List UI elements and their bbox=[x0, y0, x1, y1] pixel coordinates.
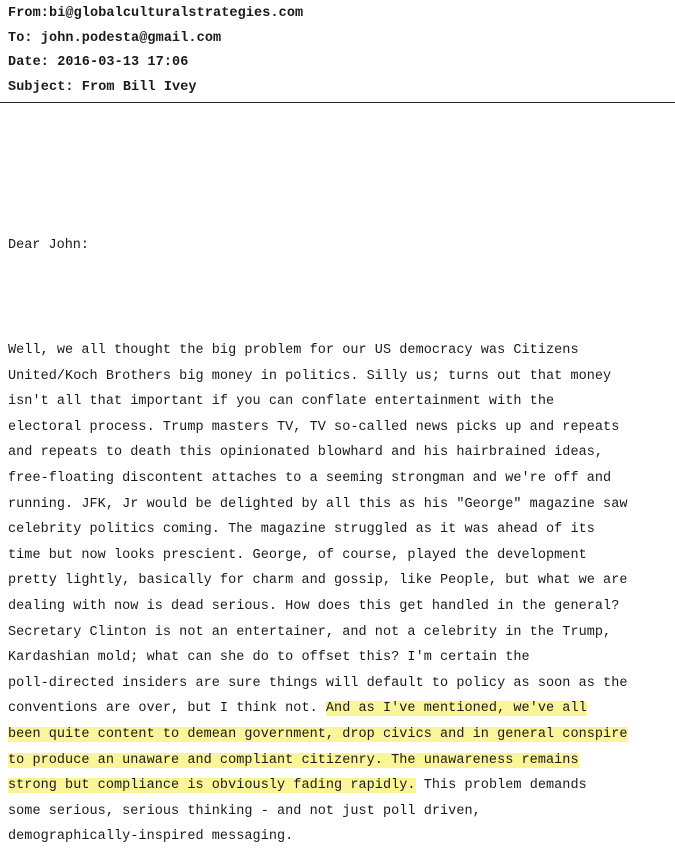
body-text-segment: time but now looks prescient. George, of course, played the development bbox=[8, 547, 587, 563]
header-divider bbox=[0, 102, 675, 103]
body-text-segment: free-floating discontent attaches to a seeming strongman and we're off and bbox=[8, 470, 612, 486]
body-line bbox=[8, 594, 673, 620]
body-line bbox=[8, 415, 673, 441]
body-text-segment: United/Koch Brothers big money in politics. Silly us; turns out that money bbox=[8, 368, 612, 384]
body-line bbox=[8, 466, 673, 492]
body-text-segment: This problem demands bbox=[415, 778, 587, 794]
body-text-segment: some serious, serious thinking - and not just poll driven, bbox=[8, 803, 481, 819]
body-line bbox=[8, 645, 673, 671]
body-line bbox=[8, 517, 673, 543]
body-line bbox=[8, 748, 673, 774]
body-line bbox=[8, 824, 673, 850]
highlighted-text: to produce an unaware and compliant citizenry. The unawareness remains bbox=[8, 752, 579, 768]
body-text-segment: poll-directed insiders are sure things will default to policy as soon as the bbox=[8, 675, 628, 691]
highlighted-text: strong but compliance is obviously fading rapidly. bbox=[8, 778, 416, 794]
date-line: Date: 2016-03-13 17:06 bbox=[8, 55, 189, 70]
body-text-segment: celebrity politics coming. The magazine struggled as it was ahead of its bbox=[8, 522, 595, 538]
body-line bbox=[8, 543, 673, 569]
greeting: Dear John: bbox=[8, 238, 90, 253]
body-line bbox=[8, 799, 673, 825]
body-line bbox=[8, 620, 673, 646]
body-line bbox=[8, 722, 673, 748]
body-text-segment: Kardashian mold; what can she do to offset this? I'm certain the bbox=[8, 650, 530, 666]
body-text-segment: Secretary Clinton is not an entertainer, and not a celebrity in the Trump, bbox=[8, 624, 612, 640]
body-line bbox=[8, 773, 673, 799]
body-line bbox=[8, 389, 673, 415]
from-line: From:bi@globalculturalstrategies.com bbox=[8, 6, 304, 21]
body-text-segment: dealing with now is dead serious. How does this get handled in the general? bbox=[8, 598, 620, 614]
body-text-segment: and repeats to death this opinionated blowhard and his hairbrained ideas, bbox=[8, 445, 604, 461]
body-line bbox=[8, 671, 673, 697]
body-text-segment: pretty lightly, basically for charm and gossip, like People, but what we are bbox=[8, 573, 628, 589]
body-line bbox=[8, 440, 673, 466]
highlighted-text: And as I've mentioned, we've all bbox=[325, 701, 587, 717]
body-line bbox=[8, 364, 673, 390]
highlighted-text: been quite content to demean government, drop civics and in general conspire bbox=[8, 726, 628, 742]
to-line: To: john.podesta@gmail.com bbox=[8, 30, 222, 46]
body-text-segment: demographically-inspired messaging. bbox=[8, 829, 294, 845]
body-text-segment: isn't all that important if you can conflate entertainment with the bbox=[8, 394, 555, 410]
body-text-segment: electoral process. Trump masters TV, TV so-called news picks up and repeats bbox=[8, 419, 620, 435]
body-line bbox=[8, 696, 673, 722]
body-line bbox=[8, 492, 673, 518]
body-line bbox=[8, 568, 673, 594]
body-line bbox=[8, 338, 673, 364]
subject-line: Subject: From Bill Ivey bbox=[8, 79, 197, 95]
body-text-segment: running. JFK, Jr would be delighted by all this as his "George" magazine saw bbox=[8, 496, 628, 512]
email-header bbox=[8, 2, 668, 100]
body-text-segment: Well, we all thought the big problem for our US democracy was Citizens bbox=[8, 343, 579, 358]
body-text-segment: conventions are over, but I think not. bbox=[8, 701, 326, 717]
email-body bbox=[8, 338, 673, 850]
